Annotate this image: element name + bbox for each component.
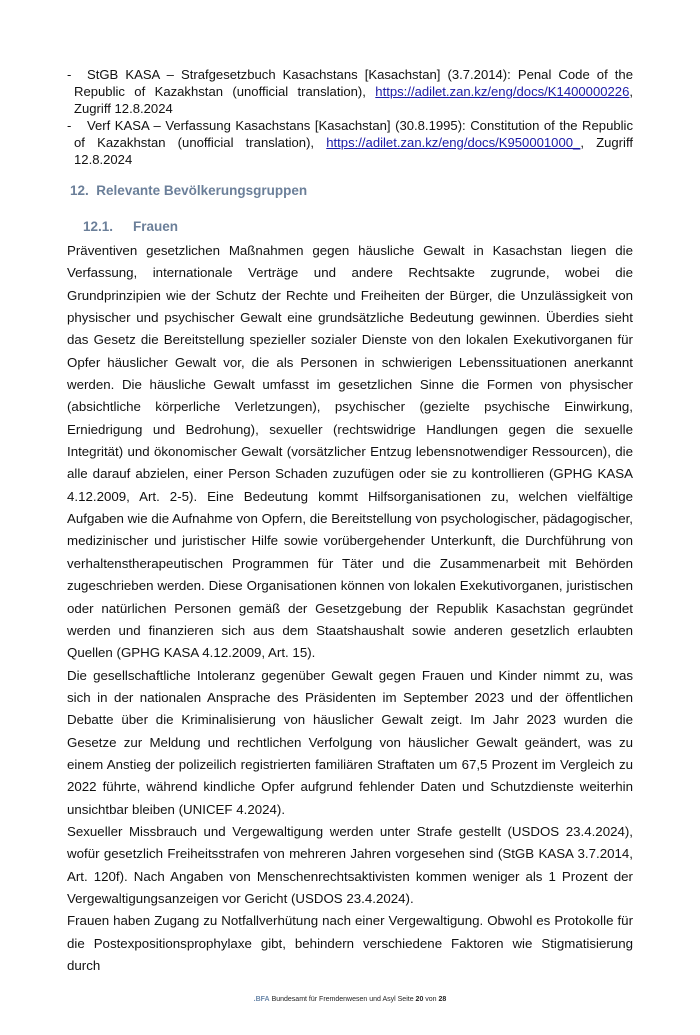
paragraph: Die gesellschaftliche Intoleranz gegenüber Gewalt gegen Frauen und Kinder nimmt zu, was sich in der nationalen Ansprache des Präsidenten im September 2023 und der öffentlichen Debatte über die Kriminalisierung von häuslicher Gewalt zeigt. Im Jahr 2023 wurden die Gesetze zur Meldung und rechtlichen Verfolgung von häuslicher Gewalt geändert, was zu einem Anstieg der polizeilich registrierten familiären Straftaten um 67,5 Prozent im Vergleich zu 2022 führte, während kindliche Opfer aufgrund fehlender Daten und Schutzdienste weiterhin unsichtbar bleiben (UNICEF 4.2024). [67,667,633,817]
section-heading: 12. Relevante Bevölkerungsgruppen [70,183,308,198]
page-number: 20 [415,996,424,1004]
page-total: 28 [438,996,447,1004]
bfa-logo: .BFA [253,996,270,1004]
reference-link[interactable]: https://adilet.zan.kz/eng/docs/K1400000226 [375,84,630,99]
body-text [67,240,633,977]
reference-item: - StGB KASA – Strafgesetzbuch Kasachstans [Kasachstan] (3.7.2014): Penal Code of the Republic of Kazakhstan (unofficial translation), https://adilet.zan.kz/eng/docs/K1400000226, Zugriff 12.8.2024 [67,67,633,116]
reference-item: - Verf KASA – Verfassung Kasachstans [Kasachstan] (30.8.1995): Constitution of the Republic of Kazakhstan (unofficial translation), https://adilet.zan.kz/eng/docs/K950001000_, Zugriff 12.8.2024 [67,118,633,167]
reference-list [67,66,633,168]
paragraph: Frauen haben Zugang zu Notfallverhütung nach einer Vergewaltigung. Obwohl es Protokolle für die Postexpositionsprophylaxe gibt, behindern verschiedene Faktoren wie Stigmatisierung durch [67,913,633,973]
subsection-heading: 12.1. Frauen [83,219,179,234]
reference-link[interactable]: https://adilet.zan.kz/eng/docs/K950001000_ [326,135,581,150]
paragraph: Präventiven gesetzlichen Maßnahmen gegen häusliche Gewalt in Kasachstan liegen die Verfassung, internationale Verträge und andere Rechtsakte zugrunde, wobei die Grundprinzipien wie der Schutz der Rechte und Freiheiten der Bürger, die Unzulässigkeit von physischer und psychischer Gewalt eine grundsätzliche Bedeutung gewinnen. Überdies sieht das Gesetz die Bereitstellung spezieller sozialer Dienste von den lokalen Exekutivorganen für Opfer häuslicher Gewalt vor, die als Personen in schwierigen Lebenssituationen anerkannt werden. Die häusliche Gewalt umfasst im gesetzlichen Sinne die Formen von physischer (absichtliche körperliche Verletzungen), psychischer (gezielte psychische Einwirkung, Erniedrigung und Bedrohung), sexueller (rechtswidrige Handlungen gegen die sexuelle Integrität) und ökonomischer Gewalt (vorsätzlicher Entzug lebensnotwendiger Ressourcen), die alle darauf abzielen, einer Person Schaden zuzufügen oder sie zu kontrollieren (GPHG KASA 4.12.2009, Art. 2-5). Eine Bedeutung kommt Hilfsorganisationen zu, welchen vielfältige Aufgaben wie die Aufnahme von Opfern, die Bereitstellung von psychologischer, pädagogischer, medizinischer und juristischer Hilfe sowie vorübergehender Unterkunft, die Durchführung von verhaltenstherapeutischen Programmen für Täter und die Zusammenarbeit mit Behörden zugeschrieben werden. Diese Organisationen können von lokalen Exekutivorganen, juristischen oder natürlichen Personen gemäß der Gesetzgebung der Republik Kasachstan gegründet werden und finanzieren sich aus dem Staatshaushalt sowie anderen gesetzlich erlaubten Quellen (GPHG KASA 4.12.2009, Art. 15). [67,243,633,661]
page-footer: .BFA Bundesamt für Fremdenwesen und Asyl Seite 20 von 28 [253,996,447,1004]
paragraph: Sexueller Missbrauch und Vergewaltigung werden unter Strafe gestellt (USDOS 23.4.2024), wofür gesetzlich Freiheitsstrafen von mehreren Jahren vorgesehen sind (StGB KASA 3.7.2014, Art. 120f). Nach Angaben von Menschenrechtsaktivisten kommen weniger als 1 Prozent der Vergewaltigungsanzeigen vor Gericht (USDOS 23.4.2024). [67,823,633,906]
